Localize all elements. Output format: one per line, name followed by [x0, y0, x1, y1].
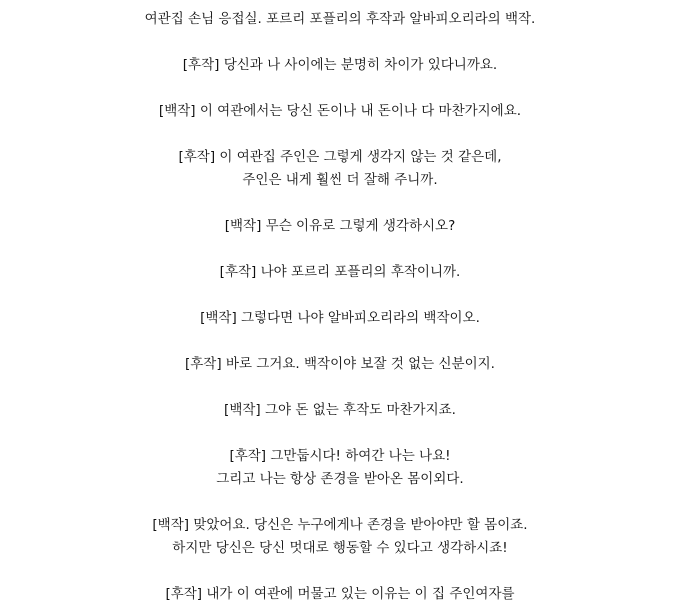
paragraph-dialogue: [0, 261, 680, 284]
text-line: 그리고 나는 항상 존경을 받아온 몸이외다.: [216, 471, 464, 487]
text-line: [후작] 바로 그거요. 백작이야 보잘 것 없는 신분이지.: [185, 356, 495, 372]
text-line: [후작] 그만둡시다! 하여간 나는 나요!: [229, 448, 451, 464]
paragraph-dialogue: [0, 399, 680, 422]
text-line: [후작] 당신과 나 사이에는 분명히 차이가 있다니까요.: [182, 57, 498, 73]
text-line: [백작] 그렇다면 나야 알바피오리라의 백작이오.: [200, 310, 480, 326]
paragraph-scene-heading: [0, 8, 680, 31]
paragraph-dialogue: [0, 353, 680, 376]
paragraph-dialogue: [0, 100, 680, 123]
paragraph-dialogue: [0, 215, 680, 238]
paragraph-dialogue: [0, 146, 680, 192]
paragraph-dialogue: [0, 445, 680, 491]
text-line: [후작] 이 여관집 주인은 그렇게 생각지 않는 것 같은데,: [178, 149, 502, 165]
text-line: [백작] 무슨 이유로 그렇게 생각하시오?: [224, 218, 456, 234]
text-line: [백작] 이 여관에서는 당신 돈이나 내 돈이나 다 마찬가지에요.: [158, 103, 522, 119]
paragraph-dialogue: [0, 54, 680, 77]
text-line: [후작] 나야 포르리 포플리의 후작이니까.: [219, 264, 461, 280]
text-line: [백작] 그야 돈 없는 후작도 마찬가지죠.: [224, 402, 456, 418]
text-line: [백작] 맞았어요. 당신은 누구에게나 존경을 받아야만 할 몸이죠.: [152, 517, 528, 533]
paragraph-dialogue: [0, 583, 680, 606]
paragraph-dialogue: [0, 514, 680, 560]
paragraph-dialogue: [0, 307, 680, 330]
text-line: 여관집 손님 응접실. 포르리 포플리의 후작과 알바피오리라의 백작.: [144, 11, 536, 27]
text-line: 주인은 내게 훨씬 더 잘해 주니까.: [242, 172, 438, 188]
text-line: [후작] 내가 이 여관에 머물고 있는 이유는 이 집 주인여자를: [165, 586, 515, 602]
text-line: 하지만 당신은 당신 멋대로 행동할 수 있다고 생각하시죠!: [172, 540, 508, 556]
